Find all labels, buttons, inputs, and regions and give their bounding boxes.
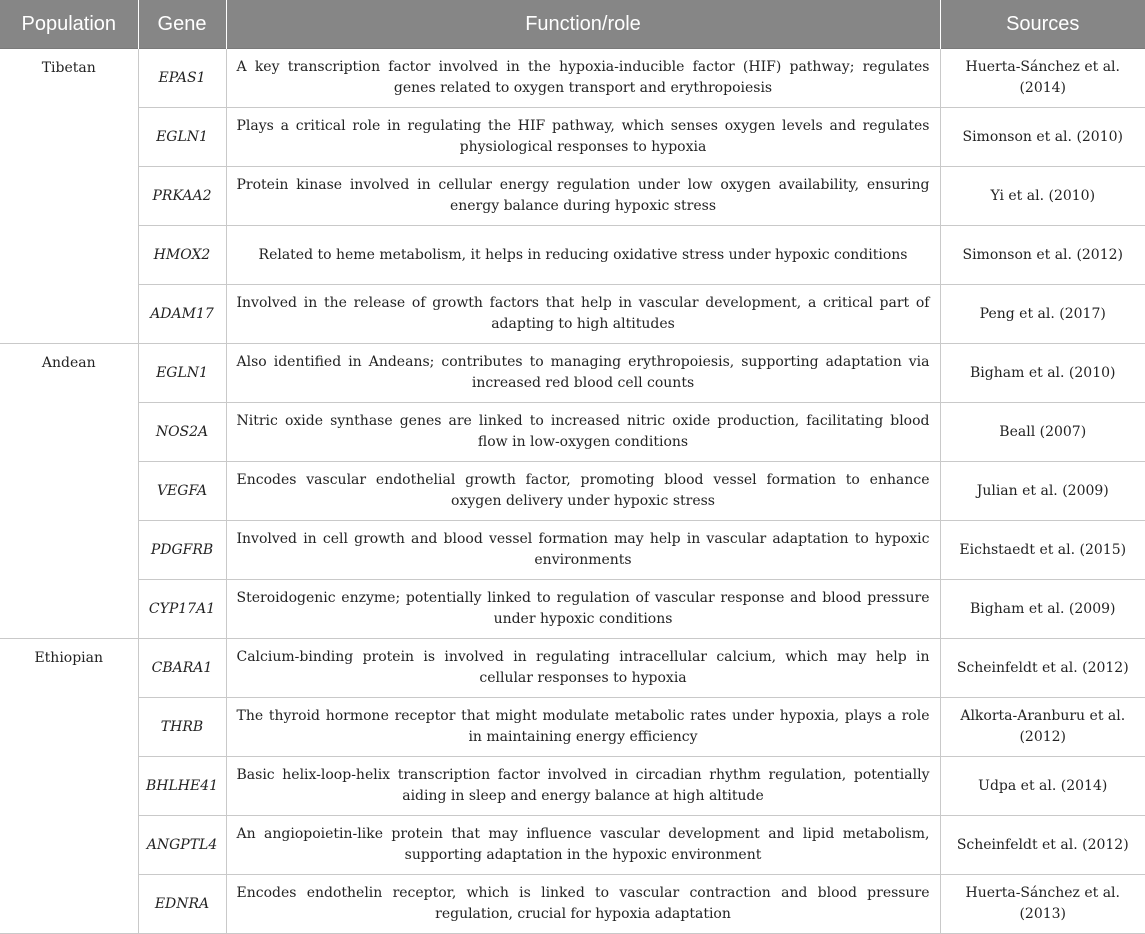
gene-cell: CYP17A1 [138, 580, 226, 639]
source-cell: Peng et al. (2017) [940, 285, 1145, 344]
population-cell-tibetan: Tibetan [0, 49, 138, 344]
table-row [0, 639, 1145, 698]
function-cell: The thyroid hormone receptor that might modulate metabolic rates under hypoxia, plays a role in maintaining energy efficiency [226, 698, 940, 757]
gene-cell: EDNRA [138, 875, 226, 934]
function-cell: Plays a critical role in regulating the HIF pathway, which senses oxygen levels and regulates physiological responses to hypoxia [226, 108, 940, 167]
table-row [0, 757, 1145, 816]
header-function: Function/role [226, 0, 940, 49]
table-row [0, 344, 1145, 403]
gene-cell: EGLN1 [138, 108, 226, 167]
table-row [0, 403, 1145, 462]
function-cell: Basic helix-loop-helix transcription factor involved in circadian rhythm regulation, potentially aiding in sleep and energy balance at high altitude [226, 757, 940, 816]
gene-cell: ANGPTL4 [138, 816, 226, 875]
source-cell: Beall (2007) [940, 403, 1145, 462]
header-row [0, 0, 1145, 49]
source-cell: Eichstaedt et al. (2015) [940, 521, 1145, 580]
function-cell: Also identified in Andeans; contributes to managing erythropoiesis, supporting adaptation via increased red blood cell counts [226, 344, 940, 403]
function-cell: Related to heme metabolism, it helps in reducing oxidative stress under hypoxic conditions [226, 226, 940, 285]
gene-cell: EPAS1 [138, 49, 226, 108]
table-row [0, 698, 1145, 757]
gene-cell: ADAM17 [138, 285, 226, 344]
table-row [0, 49, 1145, 108]
source-cell: Yi et al. (2010) [940, 167, 1145, 226]
function-cell: Protein kinase involved in cellular energy regulation under low oxygen availability, ensuring energy balance during hypoxic stress [226, 167, 940, 226]
function-cell: Encodes vascular endothelial growth factor, promoting blood vessel formation to enhance oxygen delivery under hypoxic stress [226, 462, 940, 521]
gene-cell: PRKAA2 [138, 167, 226, 226]
source-cell: Alkorta-Aranburu et al. (2012) [940, 698, 1145, 757]
gene-cell: CBARA1 [138, 639, 226, 698]
source-cell: Scheinfeldt et al. (2012) [940, 639, 1145, 698]
gene-cell: PDGFRB [138, 521, 226, 580]
source-cell: Huerta-Sánchez et al. (2013) [940, 875, 1145, 934]
table-row [0, 108, 1145, 167]
header-gene: Gene [138, 0, 226, 49]
source-cell: Simonson et al. (2010) [940, 108, 1145, 167]
gene-cell: VEGFA [138, 462, 226, 521]
source-cell: Bigham et al. (2010) [940, 344, 1145, 403]
table-row [0, 167, 1145, 226]
source-cell: Scheinfeldt et al. (2012) [940, 816, 1145, 875]
source-cell: Julian et al. (2009) [940, 462, 1145, 521]
function-cell: Encodes endothelin receptor, which is linked to vascular contraction and blood pressure regulation, crucial for hypoxia adaptation [226, 875, 940, 934]
population-cell-andean: Andean [0, 344, 138, 639]
gene-cell: HMOX2 [138, 226, 226, 285]
source-cell: Huerta-Sánchez et al. (2014) [940, 49, 1145, 108]
table-row [0, 521, 1145, 580]
gene-cell: EGLN1 [138, 344, 226, 403]
function-cell: A key transcription factor involved in the hypoxia-inducible factor (HIF) pathway; regulates genes related to oxygen transport and erythropoiesis [226, 49, 940, 108]
table-row [0, 226, 1145, 285]
source-cell: Udpa et al. (2014) [940, 757, 1145, 816]
source-cell: Simonson et al. (2012) [940, 226, 1145, 285]
gene-cell: BHLHE41 [138, 757, 226, 816]
table-row [0, 285, 1145, 344]
population-cell-ethiopian: Ethiopian [0, 639, 138, 934]
header-sources: Sources [940, 0, 1145, 49]
function-cell: Involved in cell growth and blood vessel formation may help in vascular adaptation to hypoxic environments [226, 521, 940, 580]
table-row [0, 580, 1145, 639]
header-population: Population [0, 0, 138, 49]
function-cell: Involved in the release of growth factors that help in vascular development, a critical part of adapting to high altitudes [226, 285, 940, 344]
function-cell: An angiopoietin-like protein that may influence vascular development and lipid metabolism, supporting adaptation in the hypoxic environment [226, 816, 940, 875]
function-cell: Calcium-binding protein is involved in regulating intracellular calcium, which may help in cellular responses to hypoxia [226, 639, 940, 698]
function-cell: Nitric oxide synthase genes are linked to increased nitric oxide production, facilitating blood flow in low-oxygen conditions [226, 403, 940, 462]
table-row [0, 875, 1145, 934]
table-row [0, 462, 1145, 521]
function-cell: Steroidogenic enzyme; potentially linked to regulation of vascular response and blood pressure under hypoxic conditions [226, 580, 940, 639]
source-cell: Bigham et al. (2009) [940, 580, 1145, 639]
gene-cell: NOS2A [138, 403, 226, 462]
table-row [0, 816, 1145, 875]
gene-cell: THRB [138, 698, 226, 757]
